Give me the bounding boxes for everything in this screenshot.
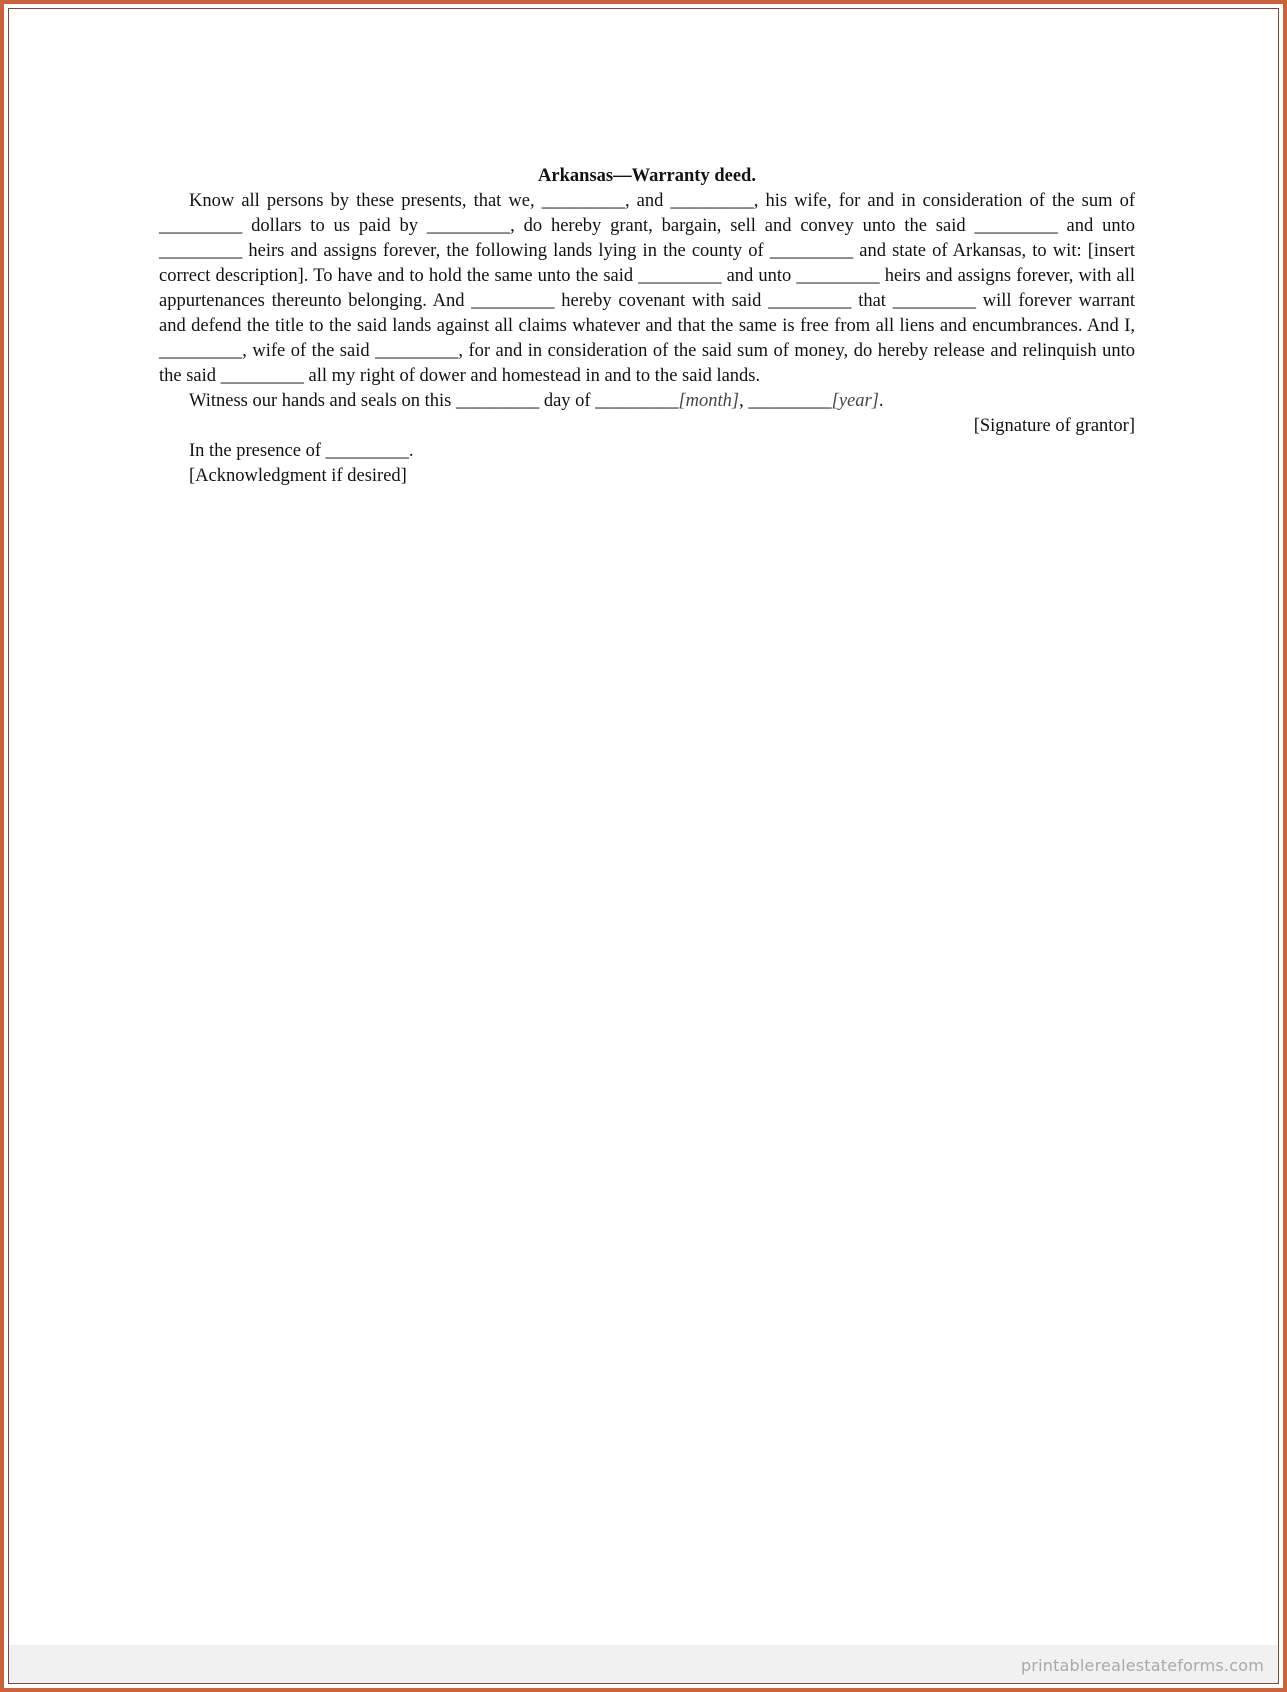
deed-body-paragraph: Know all persons by these presents, that we, _________, and _________, his wife, for and in consideration of the sum of _________ dollars to us paid by _________, do hereby grant, bargain, sell and convey unto the said _________ and unto _________ heirs and assigns forever, the following lands lying in the county of _________ and state of Arkansas, to wit: [insert correct description]. To have and to hold the same unto the said _________ and unto _________ heirs and assigns forever, with all appurtenances thereunto belonging. And _________ hereby covenant with said _________ that _________ will forever warrant and defend the title to the said lands against all claims whatever and that the same is free from all liens and encumbrances. And I, _________, wife of the said _________, for and in consideration of the said sum of money, do hereby release and relinquish unto the said _________ all my right of dower and homestead in and to the said lands. [159,191,1135,386]
witness-prefix: Witness our hands and seals on this _________ day of _________ [189,391,679,411]
witness-year: [year] [831,391,879,411]
signature-of-grantor: [Signature of grantor] [973,416,1135,436]
footer-bar [9,1645,1278,1683]
acknowledgment-line: [Acknowledgment if desired] [189,466,407,486]
deed-document [159,164,1135,489]
document-title: Arkansas—Warranty deed. [538,166,756,186]
witness-line [159,389,1135,414]
witness-end: . [878,391,884,411]
witness-month: [month] [678,391,740,411]
witness-sep: , _________ [739,391,832,411]
watermark-text: printablerealestateforms.com [1020,1656,1264,1675]
presence-line: In the presence of _________. [189,441,414,461]
